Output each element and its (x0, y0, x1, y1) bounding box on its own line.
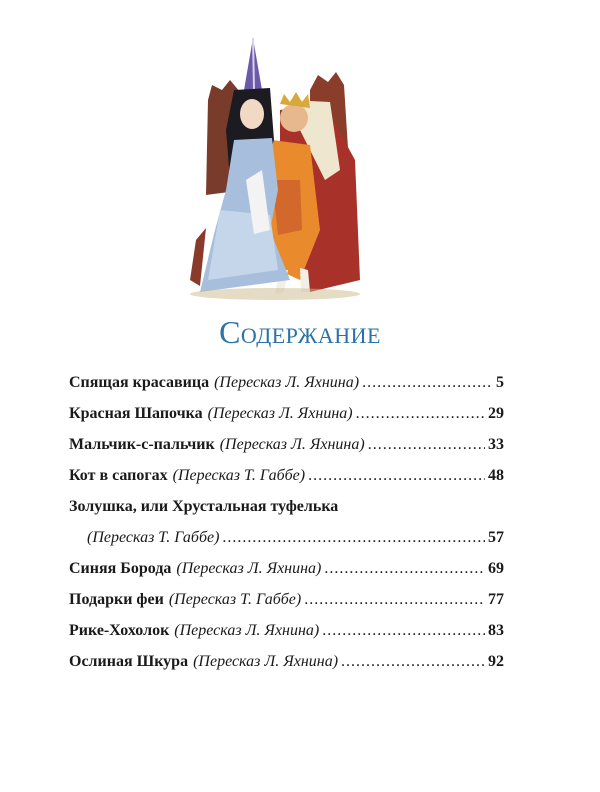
dot-leader (362, 374, 493, 392)
entry-page: 69 (488, 560, 504, 577)
dot-leader (222, 529, 485, 547)
entry-credit: (Пересказ Л. Яхнина) (207, 405, 353, 422)
entry-page: 57 (488, 529, 504, 546)
entry-title: Красная Шапочка (69, 405, 203, 422)
toc-entry (69, 467, 504, 498)
dot-leader (324, 560, 485, 578)
page-title: Содержание (219, 314, 381, 350)
entry-title: Золушка, или Хрустальная туфелька (69, 498, 339, 515)
toc-entry (69, 498, 504, 529)
dot-leader (341, 653, 485, 671)
entry-credit: (Пересказ Т. Габбе) (172, 467, 306, 484)
toc-entry (69, 374, 504, 405)
dot-leader (356, 405, 485, 423)
entry-title: Кот в сапогах (69, 467, 168, 484)
entry-title: Ослиная Шкура (69, 653, 189, 670)
dot-leader (368, 436, 485, 454)
entry-credit: (Пересказ Л. Яхнина) (176, 560, 322, 577)
entry-title: Подарки феи (69, 591, 164, 608)
toc-entry (69, 653, 504, 684)
entry-title: Мальчик-с-пальчик (69, 436, 215, 453)
entry-page: 5 (496, 374, 504, 391)
toc-entry (69, 436, 504, 467)
entry-credit: (Пересказ Т. Габбе) (87, 529, 220, 546)
entry-page: 83 (488, 622, 504, 639)
entry-credit: (Пересказ Л. Яхнина) (193, 653, 339, 670)
toc-entry (69, 405, 504, 436)
entry-title: Рике-Хохолок (69, 622, 170, 639)
entry-page: 48 (488, 467, 504, 484)
entry-page: 33 (488, 436, 504, 453)
toc-entry (69, 560, 504, 591)
entry-title: Синяя Борода (69, 560, 172, 577)
entry-title: Спящая красавица (69, 374, 210, 391)
dot-leader (322, 622, 485, 640)
queen-king-illustration (160, 30, 390, 302)
table-of-contents (69, 374, 504, 684)
dot-leader (304, 591, 485, 609)
entry-page: 77 (488, 591, 504, 608)
entry-credit: (Пересказ Т. Габбе) (168, 591, 302, 608)
toc-entry (69, 622, 504, 653)
entry-credit: (Пересказ Л. Яхнина) (214, 374, 360, 391)
toc-entry (69, 591, 504, 622)
entry-credit: (Пересказ Л. Яхнина) (219, 436, 365, 453)
entry-page: 92 (488, 653, 504, 670)
dot-leader (308, 467, 485, 485)
toc-entry-continuation (69, 529, 504, 560)
entry-page: 29 (488, 405, 504, 422)
entry-credit: (Пересказ Л. Яхнина) (174, 622, 320, 639)
